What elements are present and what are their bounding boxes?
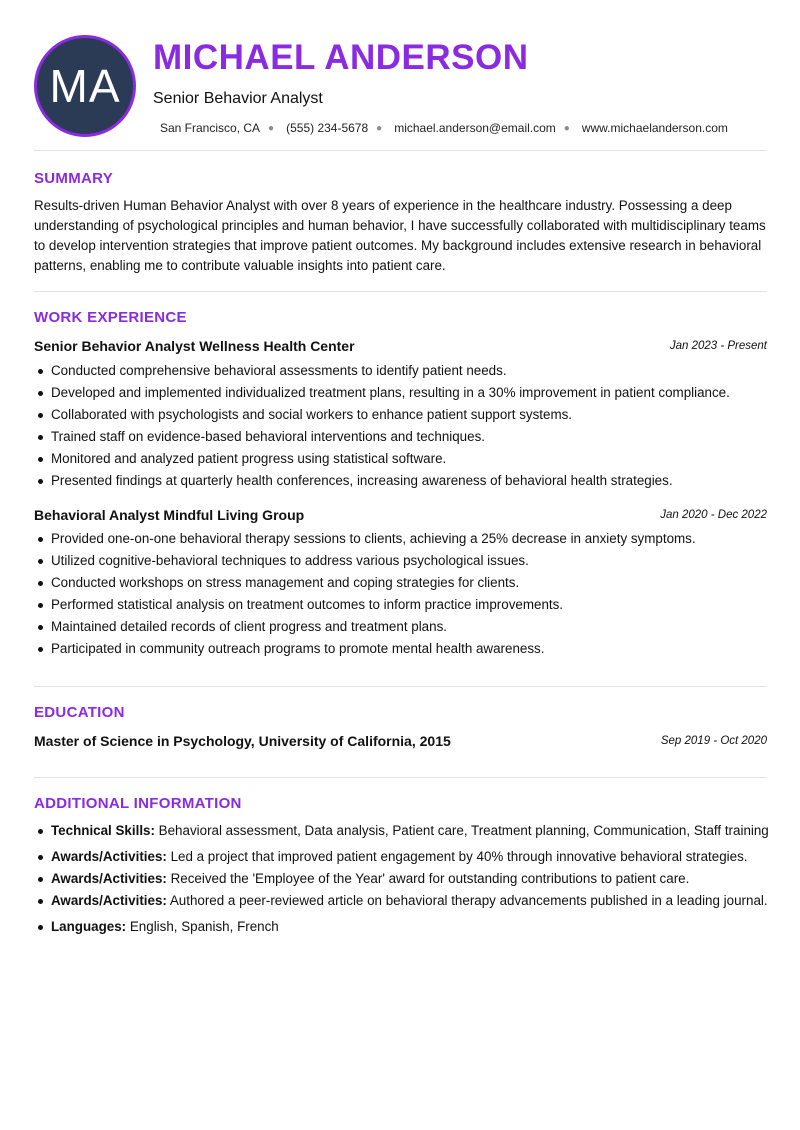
item-text: Authored a peer-reviewed article on behavioral therapy advancements published in a leading journal.: [166, 893, 768, 908]
list-item: [34, 890, 774, 912]
contact-email[interactable]: michael.anderson@email.com: [394, 121, 556, 135]
list-item: Participated in community outreach programs to promote mental health awareness.: [34, 638, 774, 660]
additional-information-heading: ADDITIONAL INFORMATION: [34, 795, 242, 812]
list-item: Conducted comprehensive behavioral assessments to identify patient needs.: [34, 360, 774, 382]
contact-phone: (555) 234-5678: [286, 121, 369, 135]
list-item: Presented findings at quarterly health conferences, increasing awareness of behavioral health strategies.: [34, 470, 774, 492]
education-heading: EDUCATION: [34, 704, 125, 721]
list-item: Monitored and analyzed patient progress using statistical software.: [34, 448, 774, 470]
job-header: [34, 338, 767, 356]
item-label: Awards/Activities:: [51, 871, 167, 886]
divider: [34, 291, 767, 292]
job-role-company: Behavioral Analyst Mindful Living Group: [34, 507, 305, 523]
list-item: Utilized cognitive-behavioral techniques to address various psychological issues.: [34, 550, 774, 572]
contact-website[interactable]: www.michaelanderson.com: [581, 121, 728, 135]
job-header: [34, 507, 767, 525]
job-bullet-list: [34, 360, 774, 492]
summary-heading: SUMMARY: [34, 170, 114, 187]
additional-info-list: [34, 820, 774, 938]
job-role-company: Senior Behavior Analyst Wellness Health Center: [34, 338, 355, 354]
list-item: Maintained detailed records of client progress and treatment plans.: [34, 616, 774, 638]
education-entry: [34, 733, 767, 751]
list-item: [34, 868, 774, 890]
list-item: Conducted workshops on stress management and coping strategies for clients.: [34, 572, 774, 594]
education-dates: Sep 2019 - Oct 2020: [660, 735, 767, 747]
education-degree: Master of Science in Psychology, University of California, 2015: [34, 733, 451, 749]
item-label: Awards/Activities:: [51, 893, 167, 908]
contact-line: [160, 121, 728, 135]
item-text: Received the 'Employee of the Year' award for outstanding contributions to patient care.: [166, 871, 690, 886]
job-dates: Jan 2023 - Present: [669, 340, 767, 352]
avatar: [34, 35, 136, 137]
divider: [34, 150, 767, 151]
item-text: Led a project that improved patient engagement by 40% through innovative behavioral strategies.: [166, 849, 748, 864]
separator-dot-icon: ●: [376, 122, 383, 134]
candidate-name: MICHAEL ANDERSON: [153, 38, 529, 77]
list-item: Developed and implemented individualized treatment plans, resulting in a 30% improvement in patient compliance.: [34, 382, 774, 404]
item-label: Technical Skills:: [51, 823, 155, 838]
list-item: Provided one-on-one behavioral therapy sessions to clients, achieving a 25% decrease in anxiety symptoms.: [34, 528, 774, 550]
job-dates: Jan 2020 - Dec 2022: [660, 509, 767, 521]
list-item: Trained staff on evidence-based behavioral interventions and techniques.: [34, 426, 774, 448]
list-item: [34, 820, 774, 842]
list-item: [34, 846, 774, 868]
list-item: [34, 916, 774, 938]
separator-dot-icon: ●: [268, 122, 275, 134]
summary-text: Results-driven Human Behavior Analyst with over 8 years of experience in the healthcare industry. Possessing a deep understanding of psychological principles and human behavior, I have successfully collaborated with multidisciplinary teams to develop intervention strategies that improve patient outcomes. My background includes extensive research in behavioral patterns, enabling me to contribute valuable insights into patient care.: [34, 198, 766, 273]
list-item: Performed statistical analysis on treatment outcomes to inform practice improvements.: [34, 594, 774, 616]
divider: [34, 686, 767, 687]
item-text: Behavioral assessment, Data analysis, Patient care, Treatment planning, Communication, Staff training: [154, 823, 769, 838]
job-bullet-list: [34, 528, 774, 660]
item-label: Languages:: [51, 919, 127, 934]
work-experience-heading: WORK EXPERIENCE: [34, 309, 187, 326]
separator-dot-icon: ●: [563, 122, 570, 134]
contact-location: San Francisco, CA: [160, 121, 261, 135]
candidate-title: Senior Behavior Analyst: [153, 90, 323, 107]
item-text: English, Spanish, French: [126, 919, 279, 934]
divider: [34, 777, 767, 778]
list-item: Collaborated with psychologists and social workers to enhance patient support systems.: [34, 404, 774, 426]
avatar-initials: MA: [49, 60, 121, 112]
item-label: Awards/Activities:: [51, 849, 167, 864]
